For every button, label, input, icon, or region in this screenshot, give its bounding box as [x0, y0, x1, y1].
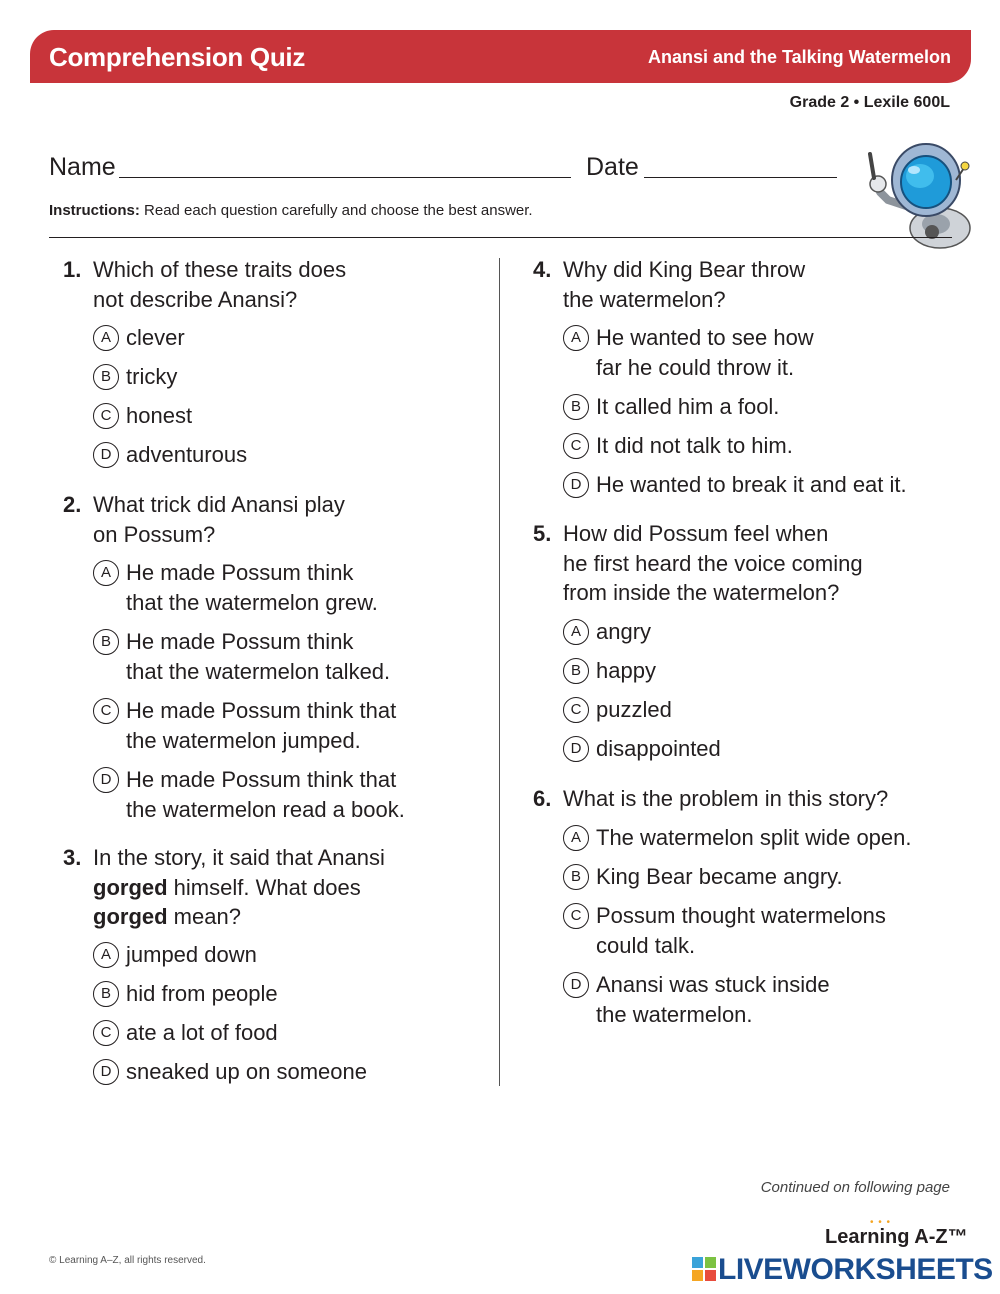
option-text: that the watermelon grew. — [126, 589, 378, 615]
option-text: He made Possum think — [126, 560, 354, 585]
name-label: Name — [49, 153, 116, 181]
answer-bubble-a[interactable]: A — [93, 560, 119, 586]
answer-bubble-a[interactable]: A — [93, 325, 119, 351]
answer-bubble-d[interactable]: D — [93, 442, 119, 468]
answer-bubble-c[interactable]: C — [93, 1020, 119, 1046]
question-line: How did Possum feel when — [563, 521, 829, 546]
option-text: tricky — [126, 364, 178, 389]
question-line: on Possum? — [93, 521, 216, 547]
answer-bubble-c[interactable]: C — [563, 903, 589, 929]
option-text: He wanted to break it and eat it. — [596, 472, 907, 497]
vocab-word: gorged — [93, 904, 168, 929]
date-label: Date — [586, 153, 639, 181]
instructions — [49, 202, 533, 219]
continued-note: Continued on following page — [760, 1179, 950, 1196]
grade-level: Grade 2 • Lexile 600L — [789, 94, 950, 111]
answer-bubble-d[interactable]: D — [93, 1059, 119, 1085]
vocab-word: gorged — [93, 874, 168, 900]
answer-bubble-b[interactable]: B — [93, 629, 119, 655]
name-field[interactable] — [119, 177, 571, 178]
question-text — [563, 255, 805, 314]
header-divider — [49, 237, 952, 238]
question-text — [563, 519, 863, 608]
liveworksheets-text: LIVEWORKSHEETS — [718, 1253, 993, 1286]
question-line: from inside the watermelon? — [563, 580, 840, 605]
question-line: In the story, it said that Anansi — [93, 845, 385, 870]
question-number: 1. — [63, 257, 82, 282]
question-line: What trick did Anansi play — [93, 492, 345, 517]
option-text: that the watermelon talked. — [126, 658, 391, 684]
option-text: hid from people — [126, 981, 278, 1006]
column-divider — [499, 258, 500, 1086]
header-banner — [30, 30, 971, 83]
answer-bubble-d[interactable]: D — [563, 472, 589, 498]
question-line: Which of these traits does — [93, 257, 347, 282]
option-text: ate a lot of food — [126, 1020, 278, 1045]
answer-bubble-d[interactable]: D — [563, 736, 589, 762]
question-line — [93, 873, 385, 903]
copyright: © Learning A–Z, all rights reserved. — [49, 1255, 206, 1266]
question-line: Why did King Bear throw — [563, 257, 806, 282]
question-line: he first heard the voice coming — [563, 550, 863, 576]
page-title: Comprehension Quiz — [49, 42, 306, 72]
answer-bubble-c[interactable]: C — [93, 698, 119, 724]
answer-bubble-b[interactable]: B — [563, 394, 589, 420]
option-text: clever — [126, 325, 185, 350]
question-text — [93, 255, 346, 314]
question-text — [563, 784, 888, 814]
question-number: 6. — [533, 786, 552, 811]
option-text: the watermelon read a book. — [126, 796, 405, 822]
answer-bubble-a[interactable]: A — [563, 325, 589, 351]
option-text: King Bear became angry. — [596, 864, 843, 889]
question-number: 4. — [533, 257, 552, 282]
answer-bubble-d[interactable]: D — [563, 972, 589, 998]
question-line — [93, 902, 385, 932]
option-text: jumped down — [126, 942, 257, 967]
brand-sparkle-icon: • • • — [870, 1217, 892, 1228]
option-text: could talk. — [596, 932, 696, 958]
option-text: happy — [596, 658, 656, 683]
option-text: sneaked up on someone — [126, 1059, 367, 1084]
option-text: It did not talk to him. — [596, 433, 793, 458]
option-text: the watermelon jumped. — [126, 727, 361, 753]
option-text: Anansi was stuck inside — [596, 972, 830, 997]
option-text: puzzled — [596, 697, 672, 722]
option-text: He made Possum think that — [126, 698, 397, 723]
instructions-label: Instructions: — [49, 202, 140, 219]
option-text: Possum thought watermelons — [596, 903, 886, 928]
answer-bubble-a[interactable]: A — [563, 825, 589, 851]
liveworksheets-logo-icon — [692, 1257, 716, 1281]
option-text: It called him a fool. — [596, 394, 780, 419]
question-text — [93, 490, 345, 549]
option-text: angry — [596, 619, 652, 644]
answer-bubble-a[interactable]: A — [563, 619, 589, 645]
answer-bubble-b[interactable]: B — [93, 981, 119, 1007]
answer-bubble-a[interactable]: A — [93, 942, 119, 968]
question-line-rest: mean? — [167, 904, 241, 929]
option-text: He wanted to see how — [596, 325, 814, 350]
question-text — [93, 843, 385, 932]
option-text: He made Possum think that — [126, 767, 397, 792]
answer-bubble-d[interactable]: D — [93, 767, 119, 793]
question-number: 5. — [533, 521, 552, 546]
question-line: the watermelon? — [563, 286, 726, 312]
option-text: far he could throw it. — [596, 354, 795, 380]
option-text: He made Possum think — [126, 629, 354, 654]
learning-az-logo: Learning A-Z™ — [825, 1226, 968, 1248]
option-text: honest — [126, 403, 193, 428]
question-number: 3. — [63, 845, 82, 870]
answer-bubble-c[interactable]: C — [93, 403, 119, 429]
question-line: not describe Anansi? — [93, 286, 298, 312]
book-title: Anansi and the Talking Watermelon — [647, 47, 951, 67]
question-line: What is the problem in this story? — [563, 786, 889, 811]
answer-bubble-c[interactable]: C — [563, 433, 589, 459]
option-text: adventurous — [126, 442, 248, 467]
question-number: 2. — [63, 492, 82, 517]
option-text: The watermelon split wide open. — [596, 825, 912, 850]
answer-bubble-b[interactable]: B — [563, 864, 589, 890]
robot-mascot-icon — [848, 140, 973, 250]
option-text: the watermelon. — [596, 1001, 753, 1027]
question-line-rest: himself. What does — [167, 874, 361, 900]
date-field[interactable] — [644, 177, 837, 178]
instructions-text: Read each question carefully and choose the best answer. — [144, 202, 533, 219]
answer-bubble-b[interactable]: B — [93, 364, 119, 390]
answer-bubble-c[interactable]: C — [563, 697, 589, 723]
option-text: disappointed — [596, 736, 721, 761]
answer-bubble-b[interactable]: B — [563, 658, 589, 684]
